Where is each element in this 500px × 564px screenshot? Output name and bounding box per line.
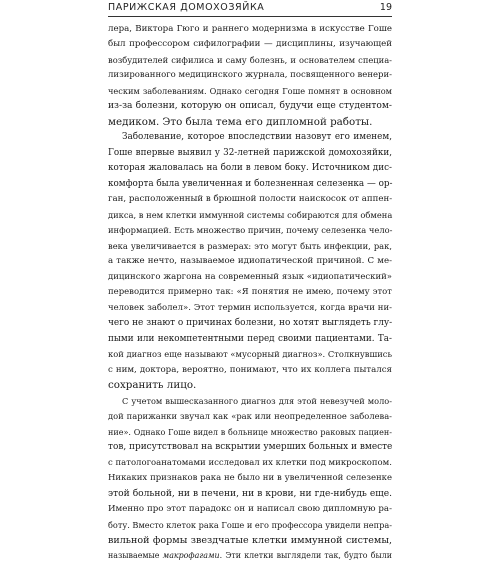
text-line: которая жаловалась на боли в левом боку. Источником дис- (108, 163, 392, 174)
text-line: ган, расположенный в брюшной полости наискосок от аппен- (108, 194, 393, 205)
text-line: был профессором сифилографии — дисциплины, изучающей (108, 39, 392, 50)
text-line: Именно про этот парадокс он и написал свою дипломную ра- (108, 504, 392, 515)
text-line: дой парижанки звучал как «рак или неопределенное заболева- (108, 411, 392, 422)
text-line: тов, присутствовал на вскрытии умерших больных и вместе (108, 442, 393, 453)
paragraph (108, 394, 392, 564)
text-line: чего не знают о причинах болезни, но хотят выглядеть глу- (108, 318, 393, 329)
paragraph (108, 22, 392, 130)
text-line: века увеличивается в размерах: это могут быть инфекции, рак, (108, 240, 392, 251)
text-line: ние». Однако Гоше видел в больнице множество раковых пациен- (108, 427, 392, 437)
text-line: С учетом вышесказанного диагноз для этой невезучей моло- (122, 395, 392, 406)
text-line: лера, Виктора Гюго и раннего модернизма в искусстве Гоше (108, 24, 392, 34)
running-title: ПАРИЖСКАЯ ДОМОХОЗЯЙКА (108, 2, 265, 13)
text-line: с патологоанатомами исследовал их клетки под микроскопом. (108, 457, 392, 468)
page-number: 19 (379, 2, 392, 13)
text-line: дикса, в нем клетки иммунной системы собираются для обмена (108, 209, 393, 220)
text-line: этой больной, ни в печени, ни в крови, ни где-нибудь еще. (108, 488, 392, 499)
text-line: боту. Вместо клеток рака Гоше и его профессора увидели непра- (108, 519, 392, 530)
text-line: пыми или некомпетентными перед своими пациентами. Та- (108, 333, 392, 344)
running-header (108, 0, 392, 17)
text-line: Никаких признаков рака не было ни в увеличенной селезенке (108, 473, 392, 484)
text-line: сохранить лицо. (108, 379, 197, 392)
text-line: дицинского жаргона на современный язык «идиопатический» (108, 271, 392, 282)
text-line: кой диагноз еще называют «мусорный диагноз». Столкнувшись (108, 349, 392, 360)
italic-term: макрофагами (162, 551, 220, 561)
text-line: называемые макрофагами. Эти клетки выглядели так, будто были (108, 551, 392, 561)
text-line: переводится примерно так: «Я понятия не имею, почему этот (108, 287, 392, 298)
text-line: лизированного медицинского журнала, посвященного венери- (108, 70, 392, 81)
text-line: медиком. Это была тема его дипломной работы. (108, 115, 373, 128)
text-line: Гоше впервые выявил у 32-летней парижской домохозяйки, (108, 147, 392, 158)
text-line: Заболевание, которое впоследствии назовут его именем, (122, 132, 392, 143)
paragraph (108, 130, 392, 393)
text-line: возбудителей сифилиса и саму болезнь, и основателем специа- (108, 54, 392, 65)
text-line: ческим заболеваниям. Однако сегодня Гоше помнят в основном (108, 85, 392, 96)
text-line: человек заболел». Этот термин используется, когда врачи ни- (108, 302, 392, 313)
body-text (108, 22, 392, 564)
text-line: комфорта была увеличенная и болезненная селезенка — ор- (108, 178, 393, 189)
text-line: вильной формы звездчатые клетки иммунной системы, (108, 534, 392, 546)
text-line: из-за болезни, которую он описал, будучи еще студентом- (108, 101, 392, 112)
text-line: информацией. Есть множество причин, почему селезенка чело- (108, 225, 393, 236)
text-line: с ним, доктора, вероятно, понимают, что их коллега пытался (108, 364, 392, 375)
text-line: а также нечто, называемое идиопатической причиной. С ме- (108, 256, 392, 267)
